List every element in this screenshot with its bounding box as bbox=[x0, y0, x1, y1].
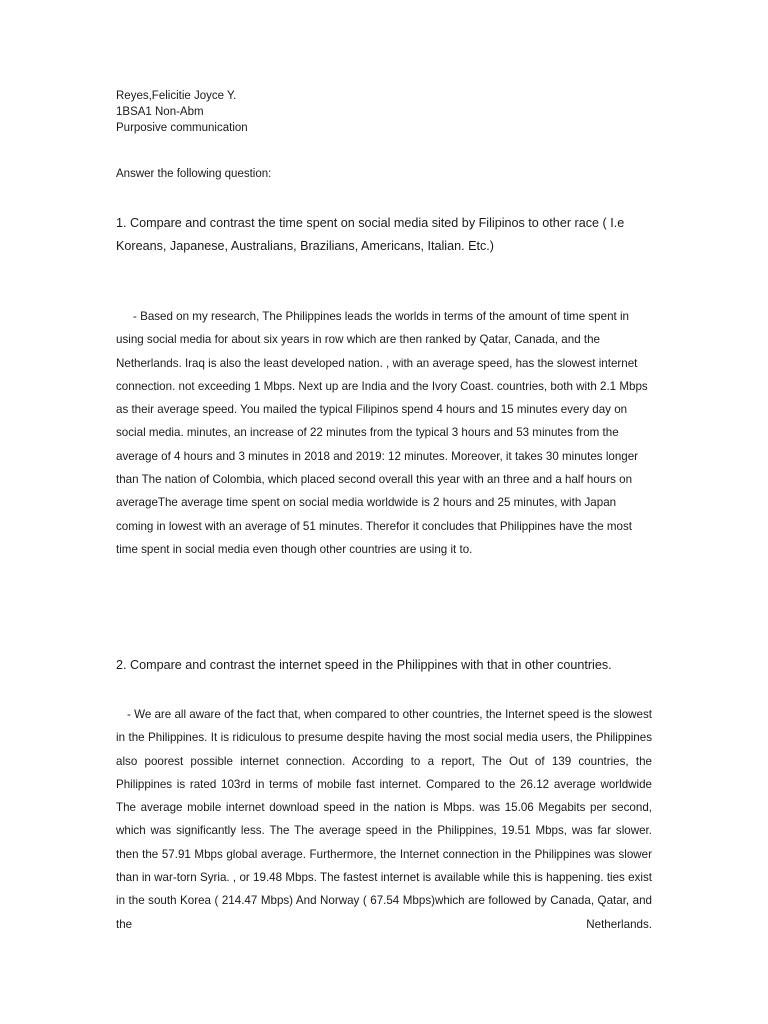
answer-1: - Based on my research, The Philippines leads the worlds in terms of the amount of time spent in using social media for about six years in row which are then ranked by Qatar, Canada, and the Netherlands. Iraq is also the least developed nation. , with an average speed, has the slowest internet connection. not exceeding 1 Mbps. Next up are India and the Ivory Coast. countries, both with 2.1 Mbps as their average speed. You mailed the typical Filipinos spend 4 hours and 15 minutes every day on social media. minutes, an increase of 22 minutes from the typical 3 hours and 53 minutes from the average of 4 hours and 3 minutes in 2018 and 2019: 12 minutes. Moreover, it takes 30 minutes longer than The nation of Colombia, which placed second overall this year with an three and a half hours on averageThe average time spent on social media worldwide is 2 hours and 25 minutes, with Japan coming in lowest with an average of 51 minutes. Therefor it concludes that Philippines have the most time spent in social media even though other countries are using it to. bbox=[116, 310, 648, 556]
question-1: 1. Compare and contrast the time spent on social media sited by Filipinos to other race ( I.e Koreans, Japanese, Australians, Brazilians, Americans, Italian. Etc.) bbox=[116, 216, 625, 253]
instruction-text: Answer the following question: bbox=[116, 168, 272, 180]
answer-2: - We are all aware of the fact that, when compared to other countries, the Internet speed is the slowest in the Philippines. It is ridiculous to presume despite having the most social media users, the Philippines also poorest possible internet connection. According to a report, The Out of 139 countries, the Philippines is rated 103rd in terms of mobile fast internet. Compared to the 26.12 average worldwide The average mobile internet download speed in the nation is Mbps. was 15.06 Megabits per second, which was significantly less. The The average speed in the Philippines, 19.51 Mbps, was far slower. then the 57.91 Mbps global average. Furthermore, the Internet connection in the Philippines was slower than in war-torn Syria. , or 19.48 Mbps. The fastest internet is available while this is happening. ties exist in the south Korea ( 214.47 Mbps) And Norway ( 67.54 Mbps)which are followed by Canada, Qatar, and the Netherlands. bbox=[116, 708, 653, 931]
student-section: 1BSA1 Non-Abm bbox=[116, 106, 204, 118]
student-name: Reyes,Felicitie Joyce Y. bbox=[116, 90, 237, 102]
subject-name: Purposive communication bbox=[116, 122, 248, 134]
question-2: 2. Compare and contrast the internet speed in the Philippines with that in other countries. bbox=[116, 658, 612, 672]
